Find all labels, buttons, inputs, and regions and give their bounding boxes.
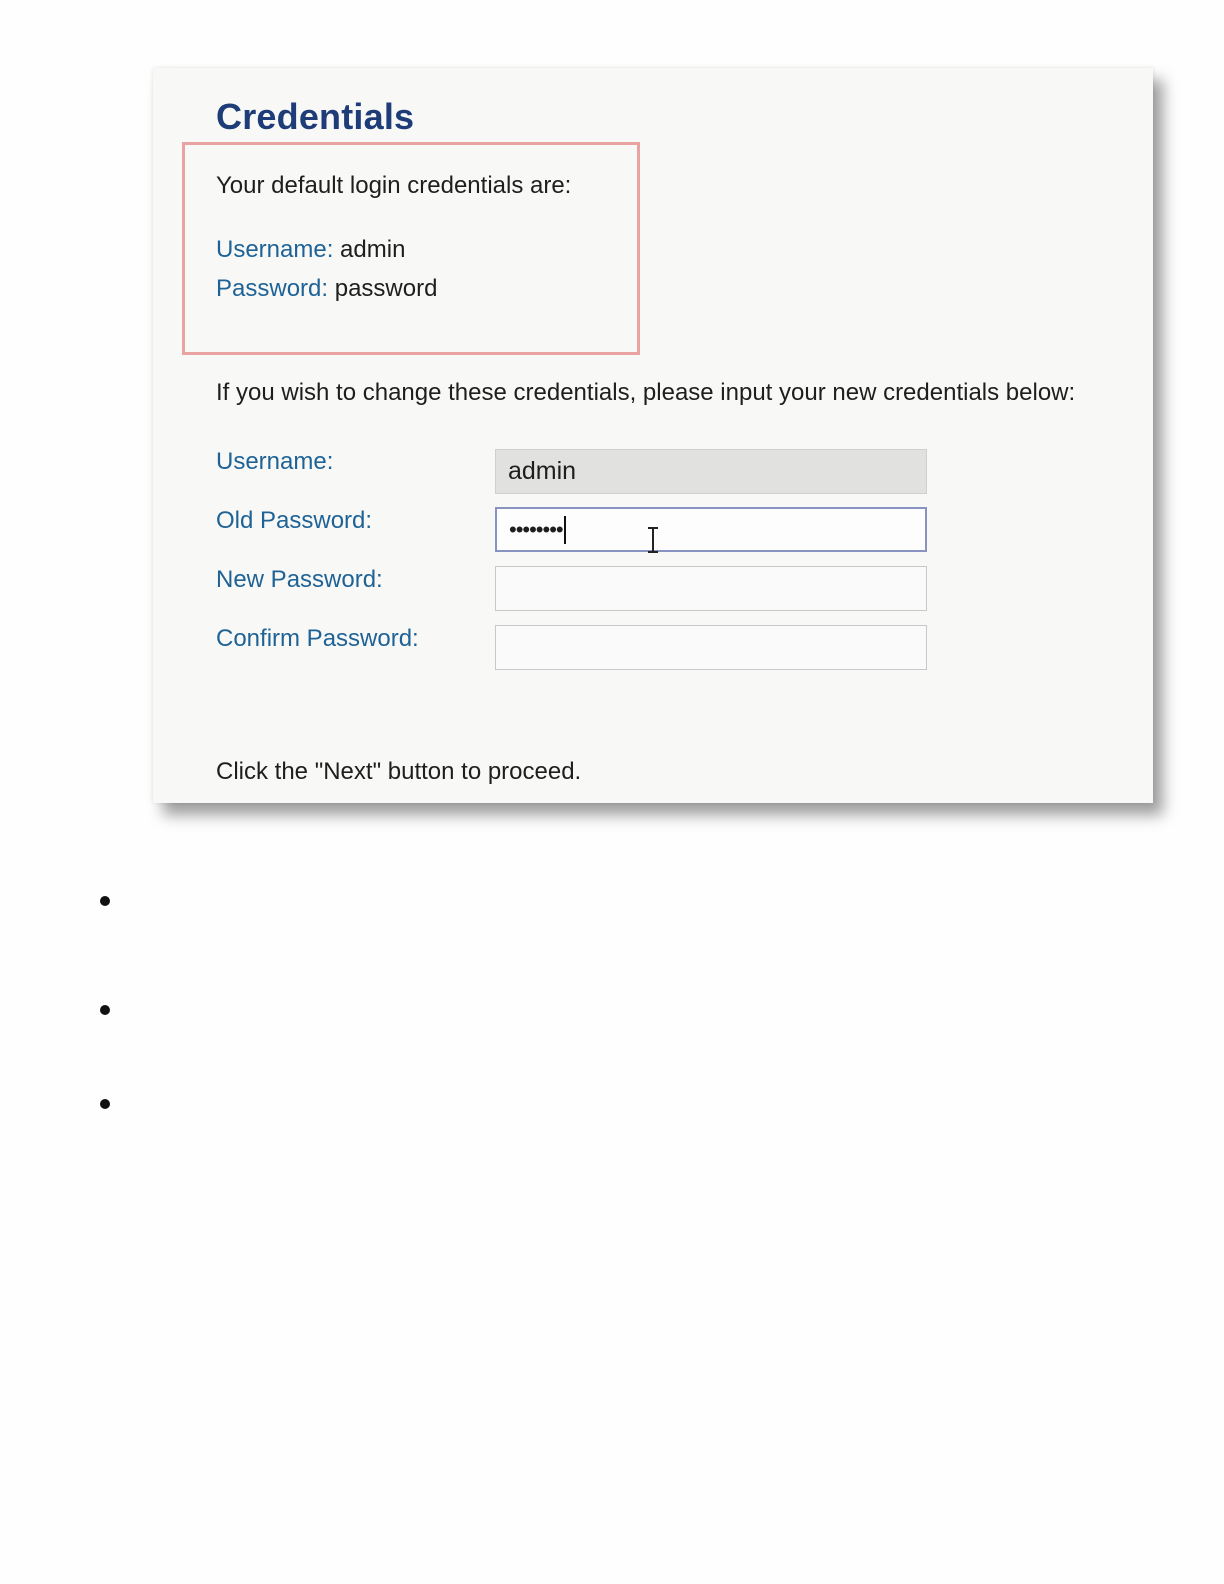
new-password-field[interactable] (495, 566, 927, 611)
username-field[interactable] (495, 449, 927, 494)
default-password-line (216, 275, 437, 303)
old-password-label: Old Password: (216, 507, 373, 534)
default-password-label: Password: (216, 275, 329, 302)
default-credentials-intro: Your default login credentials are: (216, 172, 572, 199)
proceed-instruction: Click the "Next" button to proceed. (216, 758, 582, 785)
default-username-value: admin (340, 236, 406, 263)
credentials-screenshot (153, 68, 1153, 803)
bullet-item (100, 1005, 110, 1015)
default-username-label: Username: (216, 236, 334, 263)
username-field-value: admin (508, 457, 577, 485)
old-password-masked-value: •••••••• (509, 517, 563, 542)
page-title: Credentials (216, 96, 415, 137)
bullet-item (100, 896, 110, 906)
text-caret (564, 516, 566, 544)
confirm-password-field[interactable] (495, 625, 927, 670)
old-password-field[interactable] (495, 507, 927, 552)
bullet-item (100, 1099, 110, 1109)
confirm-password-label: Confirm Password: (216, 625, 419, 652)
change-credentials-prompt: If you wish to change these credentials, please input your new credentials below: (216, 379, 1076, 406)
username-label: Username: (216, 448, 334, 475)
default-password-value: password (334, 275, 438, 302)
new-password-label: New Password: (216, 566, 383, 593)
default-username-line (216, 236, 405, 264)
text-cursor-ibeam-icon (646, 527, 660, 553)
